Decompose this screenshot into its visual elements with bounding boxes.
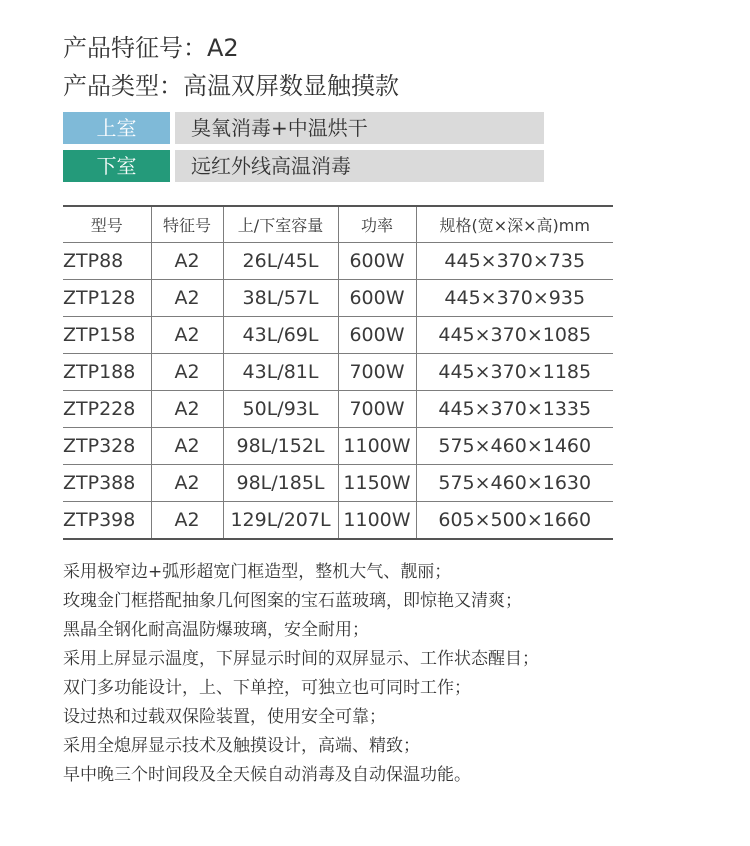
lower-chamber-description: 远红外线高温消毒: [175, 150, 544, 182]
table-row: [63, 354, 613, 391]
table-row: [63, 317, 613, 354]
column-header-model: 型号: [63, 206, 151, 243]
upper-chamber-description: 臭氧消毒+中温烘干: [175, 112, 544, 144]
dimensions-cell: 445×370×735: [416, 243, 613, 280]
table-row: [63, 502, 613, 540]
table-row: [63, 391, 613, 428]
capacity-cell: 98L/185L: [223, 465, 338, 502]
dimensions-cell: 605×500×1660: [416, 502, 613, 540]
code-cell: A2: [151, 354, 223, 391]
feature-list: [63, 558, 723, 790]
model-cell: ZTP388: [63, 465, 151, 502]
power-cell: 1150W: [338, 465, 416, 502]
feature-item: 玫瑰金门框搭配抽象几何图案的宝石蓝玻璃，即惊艳又清爽；: [63, 591, 522, 611]
table-row: [63, 243, 613, 280]
table-row: [63, 280, 613, 317]
dimensions-cell: 445×370×1085: [416, 317, 613, 354]
feature-item: 采用极窄边+弧形超宽门框造型，整机大气、靓丽；: [63, 562, 452, 582]
model-cell: ZTP128: [63, 280, 151, 317]
model-cell: ZTP228: [63, 391, 151, 428]
dimensions-cell: 575×460×1460: [416, 428, 613, 465]
model-cell: ZTP188: [63, 354, 151, 391]
code-cell: A2: [151, 428, 223, 465]
capacity-cell: 43L/69L: [223, 317, 338, 354]
model-cell: ZTP158: [63, 317, 151, 354]
feature-item: 双门多功能设计，上、下单控，可独立也可同时工作；: [63, 678, 471, 698]
code-cell: A2: [151, 465, 223, 502]
dimensions-cell: 445×370×1185: [416, 354, 613, 391]
feature-item: 采用上屏显示温度，下屏显示时间的双屏显示、工作状态醒目；: [63, 649, 539, 669]
code-cell: A2: [151, 243, 223, 280]
dimensions-cell: 445×370×935: [416, 280, 613, 317]
product-type-heading: 产品类型：高温双屏数显触摸款: [63, 72, 399, 100]
feature-item: 设过热和过载双保险装置，使用安全可靠；: [63, 707, 386, 727]
upper-chamber-label: 上室: [63, 112, 170, 144]
dimensions-cell: 445×370×1335: [416, 391, 613, 428]
spec-table: [63, 205, 613, 540]
lower-chamber-label: 下室: [63, 150, 170, 182]
column-header-power: 功率: [338, 206, 416, 243]
power-cell: 1100W: [338, 428, 416, 465]
capacity-cell: 43L/81L: [223, 354, 338, 391]
power-cell: 700W: [338, 391, 416, 428]
spec-table-header: [63, 206, 613, 243]
power-cell: 1100W: [338, 502, 416, 540]
capacity-cell: 38L/57L: [223, 280, 338, 317]
lower-chamber-row: [63, 150, 544, 182]
model-cell: ZTP398: [63, 502, 151, 540]
feature-item: 采用全熄屏显示技术及触摸设计，高端、精致；: [63, 736, 420, 756]
power-cell: 700W: [338, 354, 416, 391]
code-cell: A2: [151, 502, 223, 540]
model-cell: ZTP328: [63, 428, 151, 465]
code-cell: A2: [151, 391, 223, 428]
column-header-capacity: 上/下室容量: [223, 206, 338, 243]
capacity-cell: 129L/207L: [223, 502, 338, 540]
power-cell: 600W: [338, 317, 416, 354]
feature-item: 早中晚三个时间段及全天候自动消毒及自动保温功能。: [63, 765, 471, 785]
power-cell: 600W: [338, 280, 416, 317]
feature-item: 黑晶全钢化耐高温防爆玻璃，安全耐用；: [63, 620, 369, 640]
table-row: [63, 465, 613, 502]
column-header-code: 特征号: [151, 206, 223, 243]
table-row: [63, 428, 613, 465]
power-cell: 600W: [338, 243, 416, 280]
capacity-cell: 50L/93L: [223, 391, 338, 428]
dimensions-cell: 575×460×1630: [416, 465, 613, 502]
capacity-cell: 26L/45L: [223, 243, 338, 280]
upper-chamber-row: [63, 112, 544, 144]
column-header-dimensions: 规格(宽×深×高)mm: [416, 206, 613, 243]
code-cell: A2: [151, 317, 223, 354]
product-code-heading: 产品特征号：A2: [63, 34, 239, 62]
capacity-cell: 98L/152L: [223, 428, 338, 465]
model-cell: ZTP88: [63, 243, 151, 280]
code-cell: A2: [151, 280, 223, 317]
